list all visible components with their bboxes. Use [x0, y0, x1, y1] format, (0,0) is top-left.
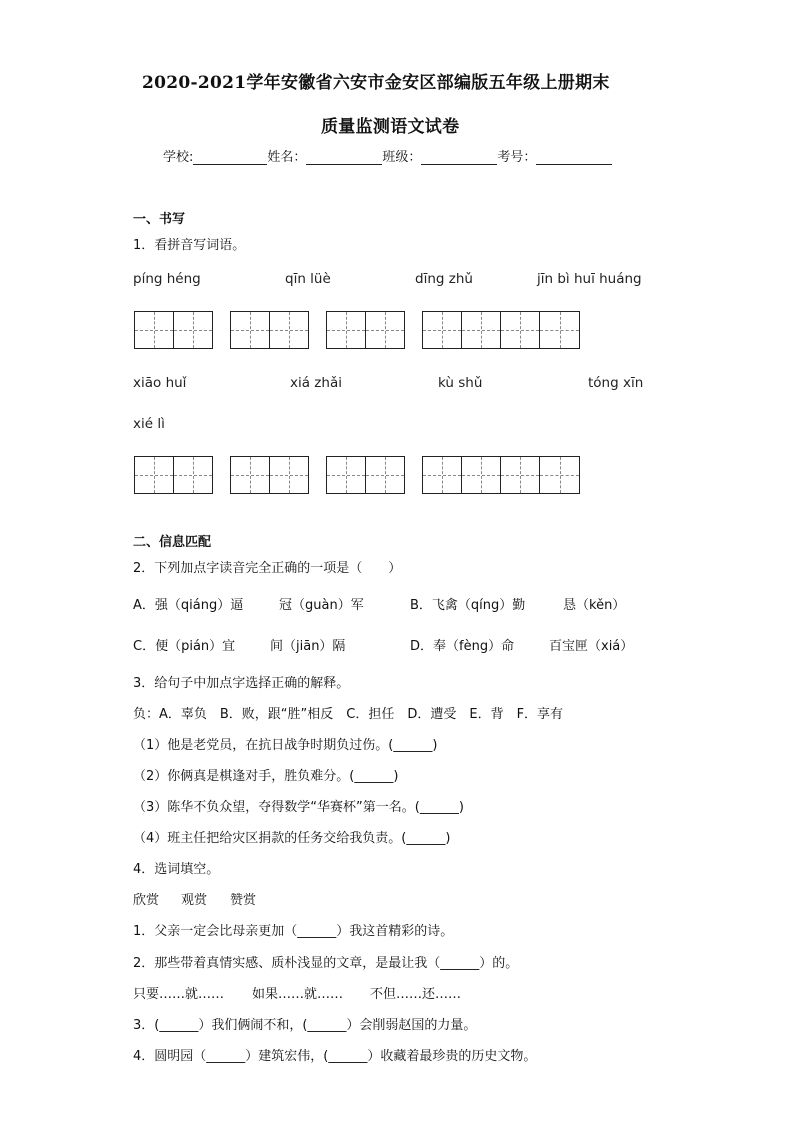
question-1: 1．看拼音写词语。 [133, 238, 246, 253]
conjunction-option: 只要……就…… [133, 987, 225, 1002]
tian-cell[interactable] [462, 457, 501, 493]
q3-definitions: 负：A．辜负 B．败，跟“胜”相反 C．担任 D．遭受 E．背 F．享有 [133, 707, 564, 722]
tian-grid-2[interactable] [230, 311, 309, 349]
tian-grid-2[interactable] [230, 456, 309, 494]
pinyin-item: xiá zhǎi [290, 375, 342, 391]
pinyin-item: dīng zhǔ [415, 271, 473, 287]
tian-grid-2[interactable] [134, 456, 213, 494]
tian-cell[interactable] [540, 457, 579, 493]
option-d-part2: 百宝匣（xiá） [549, 639, 634, 654]
q3-item[interactable]: （4）班主任把给灾区捐款的任务交给我负责。(______) [133, 831, 451, 846]
option-c-part1[interactable]: C．便（pián）宜 [133, 639, 236, 654]
exam-no-blank[interactable] [536, 150, 612, 165]
pinyin-item: píng héng [133, 271, 201, 287]
tian-cell[interactable] [270, 457, 309, 493]
pinyin-item: tóng xīn [588, 375, 644, 391]
tian-cell[interactable] [423, 457, 462, 493]
tian-cell[interactable] [501, 312, 540, 348]
tian-grid-4[interactable] [422, 456, 580, 494]
section2-heading: 二、信息匹配 [133, 535, 212, 550]
tian-cell[interactable] [135, 312, 174, 348]
q3-item[interactable]: （3）陈华不负众望，夺得数学“华赛杯”第一名。(______) [133, 800, 464, 815]
exam-no-label: 考号： [497, 150, 537, 165]
conjunction-option: 如果……就…… [252, 987, 344, 1002]
q3-item[interactable]: （2）你俩真是棋逢对手，胜负难分。(______) [133, 769, 399, 784]
option-c-part2: 间（jiān）隔 [270, 639, 346, 654]
tian-cell[interactable] [327, 312, 366, 348]
pinyin-item: xiāo huǐ [133, 375, 187, 391]
option-d-part1[interactable]: D．奉（fèng）命 [410, 639, 515, 654]
name-label: 姓名： [267, 150, 307, 165]
option-b-part2: 恳（kěn） [563, 598, 626, 613]
tian-cell[interactable] [327, 457, 366, 493]
tian-cell[interactable] [423, 312, 462, 348]
class-blank[interactable] [421, 150, 497, 165]
option-a-part2: 冠（guàn）军 [279, 598, 364, 613]
word-option: 欣赏 [133, 893, 160, 908]
pinyin-item: xié lì [133, 416, 165, 432]
pinyin-item: kù shǔ [438, 375, 483, 391]
tian-cell[interactable] [231, 457, 270, 493]
question-4: 4．选词填空。 [133, 862, 220, 877]
q4-sentence[interactable]: 2．那些带着真情实感、质朴浅显的文章，是最让我（______）的。 [133, 956, 519, 971]
tian-cell[interactable] [174, 457, 213, 493]
school-blank[interactable] [193, 150, 267, 165]
tian-cell[interactable] [270, 312, 309, 348]
school-label: 学校: [163, 150, 194, 165]
q3-item[interactable]: （1）他是老党员，在抗日战争时期负过伤。(______) [133, 738, 438, 753]
name-blank[interactable] [306, 150, 382, 165]
question-3: 3．给句子中加点字选择正确的解释。 [133, 676, 350, 691]
section1-heading: 一、书写 [133, 212, 186, 227]
tian-cell[interactable] [231, 312, 270, 348]
q4-sentence[interactable]: 3．(______）我们俩闹不和，(______）会削弱赵国的力量。 [133, 1018, 477, 1033]
option-b-part1[interactable]: B．飞禽（qíng）勤 [410, 598, 526, 613]
tian-grid-4[interactable] [422, 311, 580, 349]
pinyin-item: qīn lüè [285, 271, 331, 287]
class-label: 班级： [382, 150, 422, 165]
option-a-part1[interactable]: A．强（qiáng）逼 [133, 598, 244, 613]
word-option: 观赏 [181, 893, 208, 908]
tian-cell[interactable] [174, 312, 213, 348]
page-title-line2: 质量监测语文试卷 [321, 117, 460, 137]
q4-sentence[interactable]: 4．圆明园（______）建筑宏伟，(______）收藏着最珍贵的历史文物。 [133, 1049, 537, 1064]
tian-cell[interactable] [366, 457, 405, 493]
page-title-line1: 2020-2021学年安徽省六安市金安区部编版五年级上册期末 [142, 73, 610, 93]
tian-grid-2[interactable] [326, 311, 405, 349]
tian-cell[interactable] [366, 312, 405, 348]
student-info-line [163, 146, 612, 165]
word-option: 赞赏 [230, 893, 257, 908]
tian-cell[interactable] [135, 457, 174, 493]
conjunction-option: 不但……还…… [370, 987, 462, 1002]
tian-grid-2[interactable] [134, 311, 213, 349]
tian-cell[interactable] [462, 312, 501, 348]
tian-cell[interactable] [540, 312, 579, 348]
tian-grid-2[interactable] [326, 456, 405, 494]
pinyin-item: jīn bì huī huáng [537, 271, 642, 287]
tian-cell[interactable] [501, 457, 540, 493]
question-2: 2．下列加点字读音完全正确的一项是（ ） [133, 561, 402, 576]
q4-sentence[interactable]: 1．父亲一定会比母亲更加（______）我这首精彩的诗。 [133, 924, 454, 939]
